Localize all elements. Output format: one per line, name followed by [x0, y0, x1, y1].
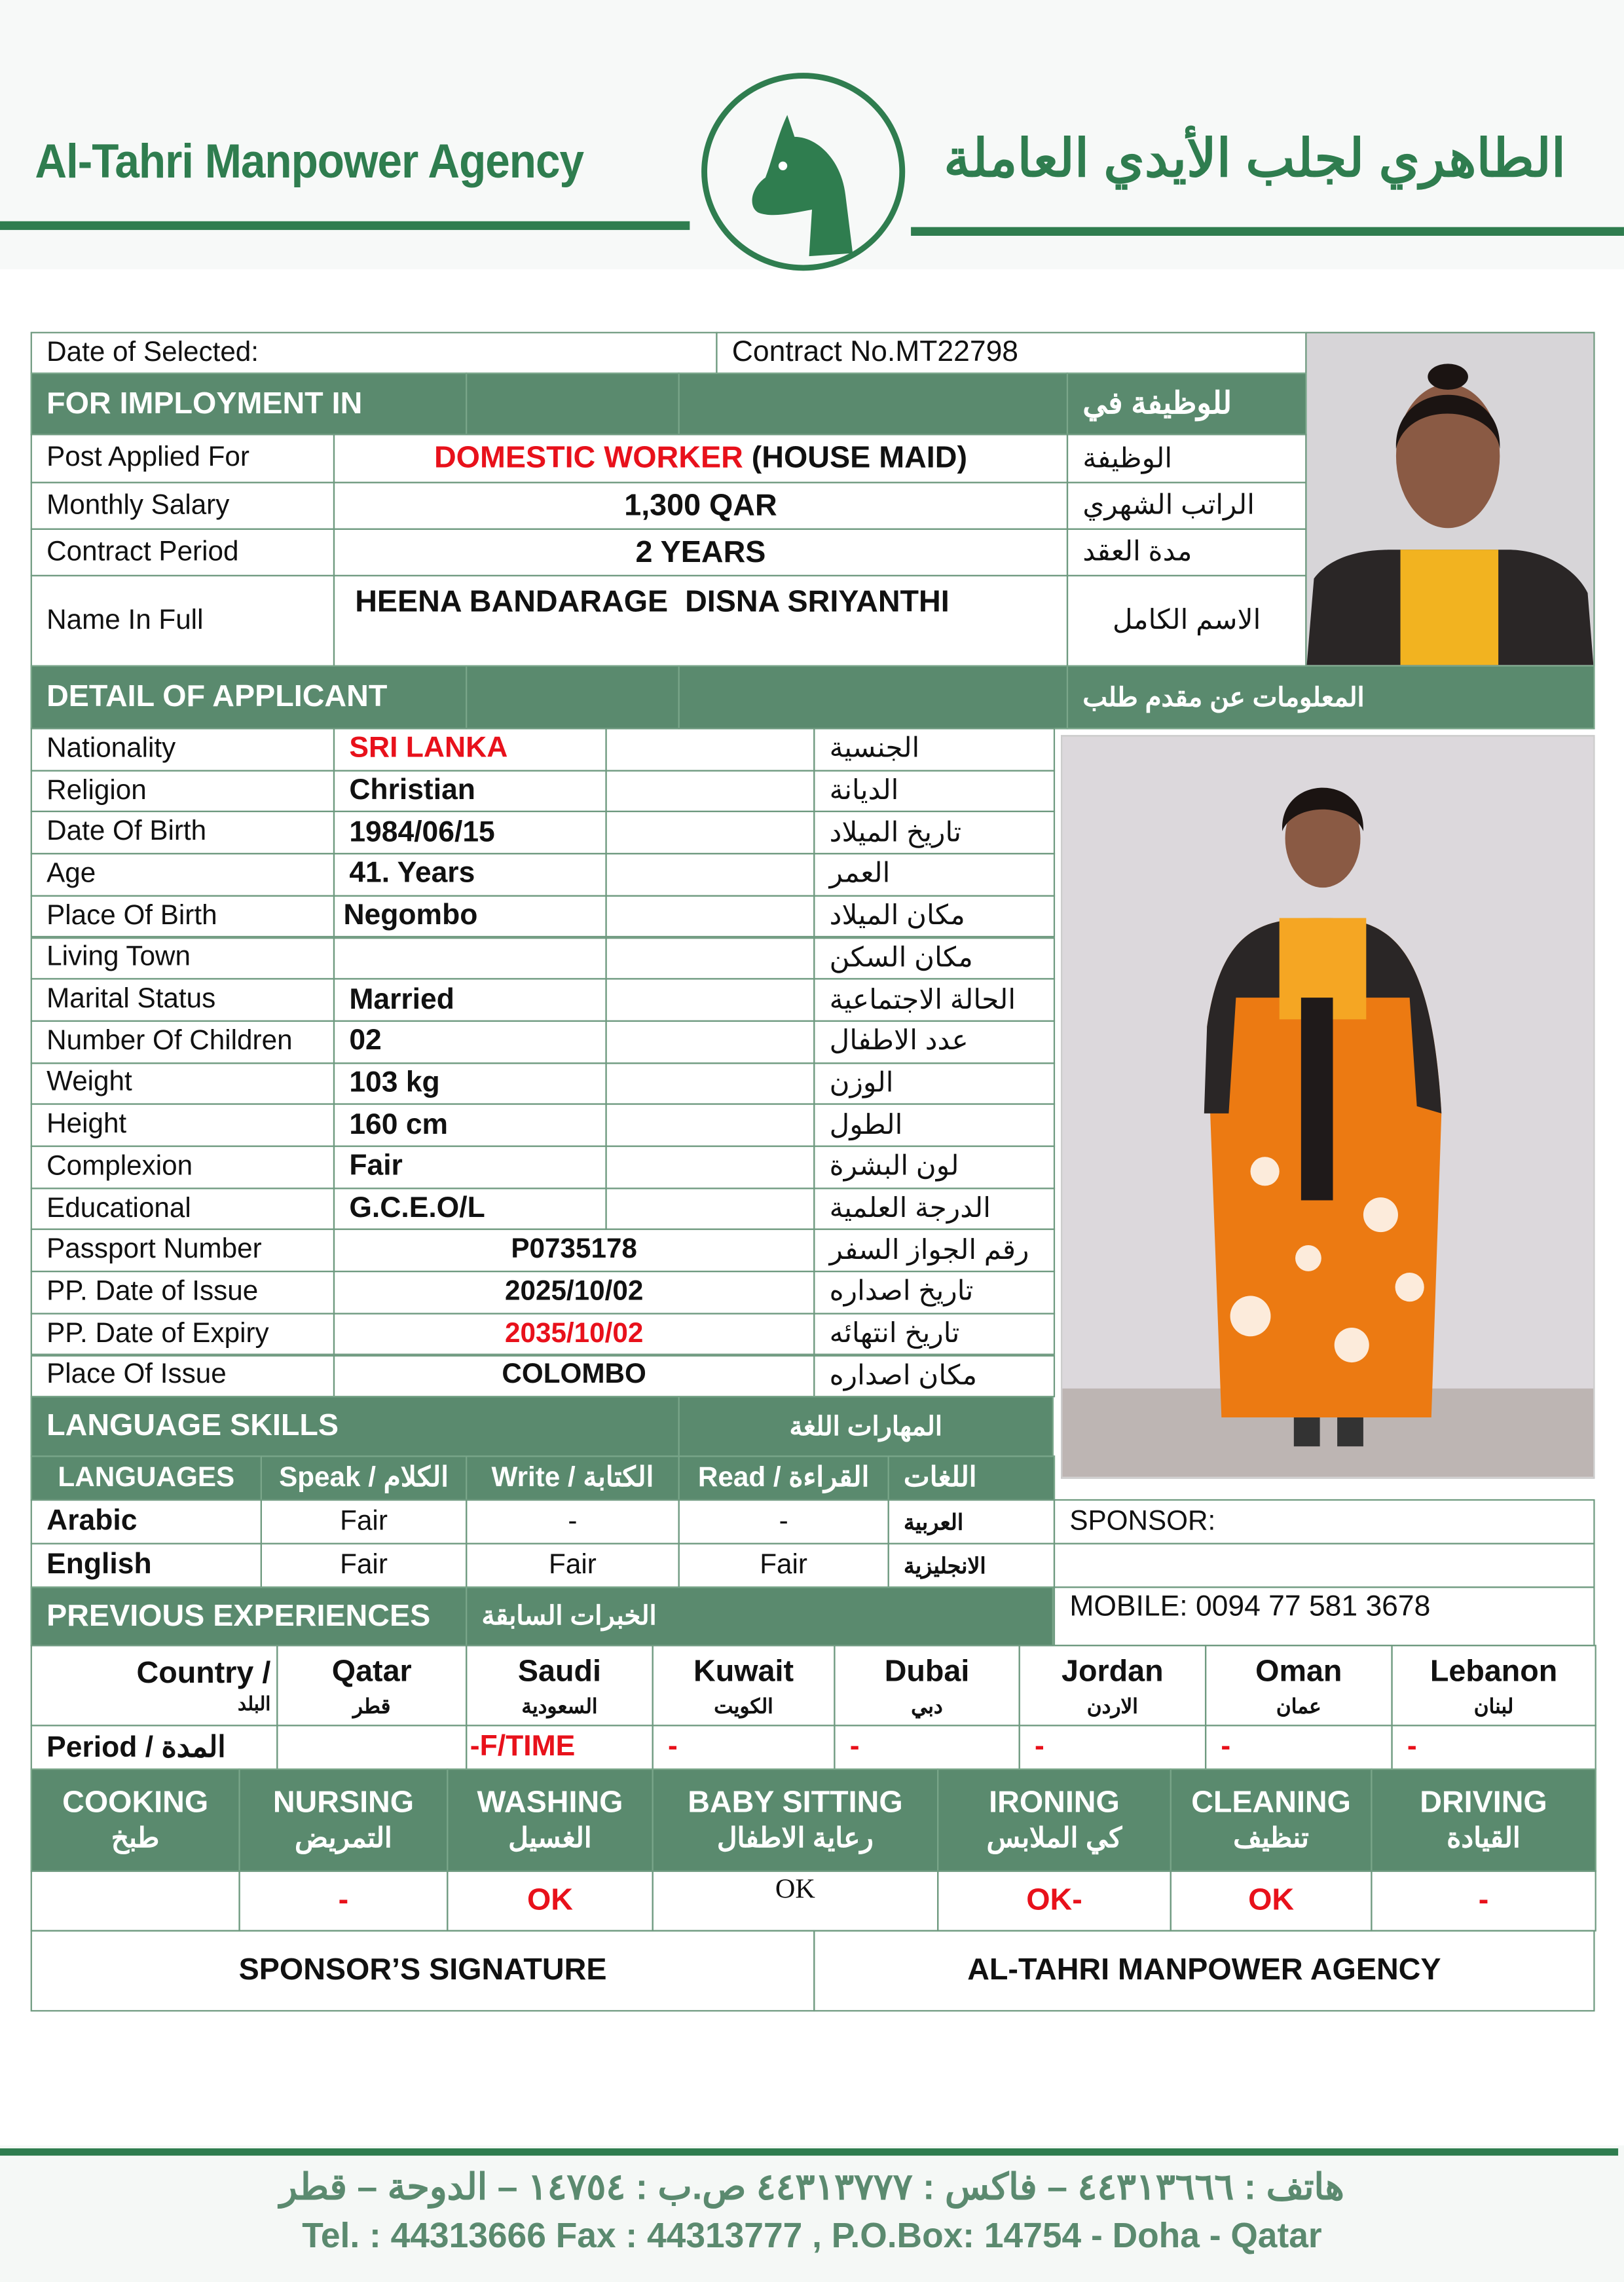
country-column — [1205, 1645, 1393, 1726]
skill-name: IRONING — [989, 1785, 1120, 1819]
country-name: Jordan — [1061, 1655, 1164, 1689]
language-header: Read / القراءة — [678, 1455, 889, 1501]
detail-label: Date Of Birth — [31, 812, 335, 855]
contract-number: Contract No.MT22798 — [716, 332, 1306, 374]
post-value — [333, 434, 1068, 483]
skill-value: OK — [447, 1871, 654, 1932]
language-speak: Fair — [261, 1499, 468, 1544]
post-value-detail: (HOUSE MAID) — [743, 441, 967, 475]
language-section-title: LANGUAGE SKILLS — [31, 1396, 680, 1457]
detail-label: Age — [31, 853, 335, 896]
detail-label-ar: الدرجة العلمية — [813, 1188, 1055, 1231]
detail-label-ar: الحالة الاجتماعية — [813, 979, 1055, 1022]
country-name-ar: عمان — [1276, 1693, 1321, 1717]
brand-name-ar: الطاهري لجلب الأيدي العاملة — [944, 128, 1566, 188]
country-period: -F/TIME — [466, 1725, 654, 1770]
detail-label-ar: تاريخ انتهائه — [813, 1313, 1055, 1356]
detail-blank — [605, 770, 815, 813]
detail-label: Living Town — [31, 937, 335, 980]
language-name: Arabic — [31, 1499, 262, 1544]
skill-name-ar: القيادة — [1447, 1823, 1521, 1854]
language-read: Fair — [678, 1543, 889, 1588]
detail-label: Number Of Children — [31, 1020, 335, 1064]
detail-value: P0735178 — [333, 1229, 815, 1272]
skill-header — [1371, 1768, 1596, 1872]
country-label-en: Country / — [136, 1656, 271, 1690]
skill-name-ar: تنظيف — [1233, 1823, 1309, 1854]
footer-contact-en: Tel. : 44313666 Fax : 44313777 , P.O.Box: 14754 - Doha - Qatar — [302, 2217, 1322, 2256]
detail-label: PP. Date of Issue — [31, 1271, 335, 1314]
detail-blank — [605, 895, 815, 938]
detail-value: 160 cm — [333, 1104, 607, 1147]
applicant-portrait-photo — [1305, 332, 1595, 667]
country-column — [1391, 1645, 1596, 1726]
salary-label-ar: الراتب الشهري — [1067, 482, 1307, 530]
country-period: - — [1019, 1725, 1207, 1770]
sponsor-signature-label: SPONSOR’S SIGNATURE — [31, 1930, 815, 2011]
detail-label-ar: مكان السكن — [813, 937, 1055, 980]
detail-label: Place Of Issue — [31, 1355, 335, 1398]
header-rule-right — [911, 227, 1624, 236]
skill-value — [31, 1871, 240, 1932]
detail-value: Christian — [333, 770, 607, 813]
footer-contact-ar: هاتف : ٤٤٣١٣٦٦٦ – فاكس : ٤٤٣١٣٧٧٧ ص.ب : ١٤٧٥٤ – الدوحة – قطر — [280, 2167, 1344, 2209]
language-header: اللغات — [888, 1455, 1056, 1501]
header-spacer — [678, 373, 1069, 436]
detail-label-ar: عدد الاطفال — [813, 1020, 1055, 1064]
skill-name-ar: طبخ — [111, 1823, 160, 1854]
detail-label: Place Of Birth — [31, 895, 335, 938]
skill-name-ar: الغسيل — [508, 1823, 592, 1854]
country-column — [652, 1645, 836, 1726]
experience-section-title-ar: الخبرات السابقة — [466, 1586, 1054, 1646]
post-label-ar: الوظيفة — [1067, 434, 1307, 483]
language-write: - — [466, 1499, 680, 1544]
country-period: - — [1391, 1725, 1596, 1770]
detail-value: G.C.E.O/L — [333, 1188, 607, 1231]
skill-name: COOKING — [62, 1785, 209, 1819]
skill-name: NURSING — [272, 1785, 415, 1819]
detail-value: 41. Years — [333, 853, 607, 896]
skill-name-ar: التمريض — [295, 1823, 392, 1854]
detail-blank — [605, 1020, 815, 1064]
country-name: Lebanon — [1430, 1655, 1558, 1689]
detail-label: Religion — [31, 770, 335, 813]
country-period: - — [1205, 1725, 1393, 1770]
contract-period-label: Contract Period — [31, 529, 335, 576]
detail-blank — [605, 812, 815, 855]
skill-name: WASHING — [477, 1785, 623, 1819]
country-column — [1019, 1645, 1207, 1726]
language-header: Write / الكتابة — [466, 1455, 680, 1501]
language-write: Fair — [466, 1543, 680, 1588]
country-name-ar: الكويت — [714, 1693, 773, 1717]
full-name-value: HEENA BANDARAGE DISNA SRIYANTHI — [333, 575, 1068, 667]
detail-label-ar: رقم الجواز السفر — [813, 1229, 1055, 1272]
detail-blank — [605, 1104, 815, 1147]
country-name-ar: دبي — [911, 1693, 943, 1717]
applicant-full-body-photo — [1061, 735, 1595, 1479]
country-period: - — [834, 1725, 1020, 1770]
detail-value — [333, 937, 607, 980]
detail-label-ar: الجنسية — [813, 728, 1055, 771]
full-name-label: Name In Full — [31, 575, 335, 667]
detail-section-title-ar: المعلومات عن مقدم طلب — [1067, 665, 1595, 730]
skill-name: BABY SITTING — [688, 1785, 903, 1819]
post-value-main: DOMESTIC WORKER — [434, 441, 743, 475]
header-rule-left — [0, 221, 690, 230]
country-column — [466, 1645, 654, 1726]
detail-value: 103 kg — [333, 1062, 607, 1105]
detail-label-ar: مكان الميلاد — [813, 895, 1055, 938]
employment-section-title-ar: للوظيفة في — [1067, 373, 1307, 436]
detail-label: Weight — [31, 1062, 335, 1105]
detail-label: Height — [31, 1104, 335, 1147]
language-read: - — [678, 1499, 889, 1544]
detail-value: 2025/10/02 — [333, 1271, 815, 1314]
detail-label-ar: الوزن — [813, 1062, 1055, 1105]
contract-period-value: 2 YEARS — [333, 529, 1068, 576]
detail-value: Fair — [333, 1146, 607, 1189]
language-header: LANGUAGES — [31, 1455, 262, 1501]
detail-value: 1984/06/15 — [333, 812, 607, 855]
horse-logo-icon — [701, 73, 905, 271]
detail-label-ar: العمر — [813, 853, 1055, 896]
employment-section-title: FOR IMPLOYMENT IN — [31, 373, 468, 436]
country-period — [276, 1725, 467, 1770]
full-name-label-ar: الاسم الكامل — [1067, 575, 1307, 667]
country-column — [276, 1645, 467, 1726]
post-label: Post Applied For — [31, 434, 335, 483]
detail-label-ar: لون البشرة — [813, 1146, 1055, 1189]
skill-header — [937, 1768, 1172, 1872]
sponsor-label: SPONSOR: — [1054, 1499, 1595, 1544]
skill-header — [652, 1768, 939, 1872]
sponsor-mobile: MOBILE: 0094 77 581 3678 — [1054, 1586, 1595, 1646]
skill-value: - — [1371, 1871, 1596, 1932]
language-name-ar: العربية — [888, 1499, 1056, 1544]
language-section-title-ar: المهارات اللغة — [678, 1396, 1054, 1457]
detail-blank — [605, 853, 815, 896]
detail-blank — [605, 1146, 815, 1189]
country-name-ar: الاردن — [1086, 1693, 1138, 1717]
detail-label: Nationality — [31, 728, 335, 771]
skill-value: OK — [1170, 1871, 1373, 1932]
detail-label: Passport Number — [31, 1229, 335, 1272]
header-spacer — [466, 373, 680, 436]
skill-header — [31, 1768, 240, 1872]
contract-period-label-ar: مدة العقد — [1067, 529, 1307, 576]
skill-name-ar: كي الملابس — [986, 1823, 1122, 1854]
sponsor-blank — [1054, 1543, 1595, 1588]
detail-value: Married — [333, 979, 607, 1022]
language-header: Speak / الكلام — [261, 1455, 468, 1501]
detail-label-ar: مكان اصداره — [813, 1355, 1055, 1398]
detail-label-ar: تاريخ اصداره — [813, 1271, 1055, 1314]
country-name-ar: السعودية — [521, 1693, 598, 1717]
detail-label: Marital Status — [31, 979, 335, 1022]
header-spacer — [678, 665, 1069, 730]
skill-name: CLEANING — [1191, 1785, 1351, 1819]
skill-value: - — [238, 1871, 448, 1932]
detail-label: Educational — [31, 1188, 335, 1231]
country-period: - — [652, 1725, 836, 1770]
detail-value: Negombo — [333, 895, 607, 938]
country-name: Saudi — [517, 1655, 601, 1689]
detail-blank — [605, 728, 815, 771]
detail-value: 02 — [333, 1020, 607, 1064]
detail-blank — [605, 1188, 815, 1231]
detail-label: PP. Date of Expiry — [31, 1313, 335, 1356]
detail-blank — [605, 937, 815, 980]
period-label: Period / المدة — [31, 1725, 278, 1770]
date-selected-label: Date of Selected: — [31, 332, 718, 374]
detail-blank — [605, 1062, 815, 1105]
detail-value: SRI LANKA — [333, 728, 607, 771]
country-name: Kuwait — [693, 1655, 794, 1689]
skill-header — [238, 1768, 448, 1872]
language-speak: Fair — [261, 1543, 468, 1588]
detail-label-ar: تاريخ الميلاد — [813, 812, 1055, 855]
salary-label: Monthly Salary — [31, 482, 335, 530]
detail-value: COLOMBO — [333, 1355, 815, 1398]
skill-header — [447, 1768, 654, 1872]
skill-header — [1170, 1768, 1373, 1872]
country-name-ar: لبنان — [1473, 1693, 1514, 1717]
detail-label-ar: الديانة — [813, 770, 1055, 813]
salary-value: 1,300 QAR — [333, 482, 1068, 530]
country-name: Oman — [1255, 1655, 1342, 1689]
footer-rule — [0, 2148, 1618, 2156]
country-name: Dubai — [884, 1655, 970, 1689]
skill-name-ar: رعاية الاطفال — [716, 1823, 874, 1854]
skill-value: OK — [652, 1871, 939, 1932]
agency-signature-label: AL-TAHRI MANPOWER AGENCY — [813, 1930, 1595, 2011]
header-spacer — [466, 665, 680, 730]
skill-value: OK- — [937, 1871, 1172, 1932]
detail-value: 2035/10/02 — [333, 1313, 815, 1356]
country-label — [31, 1645, 278, 1726]
country-name-ar: قطر — [352, 1693, 391, 1717]
detail-blank — [605, 979, 815, 1022]
country-label-ar: البلد — [238, 1693, 271, 1715]
detail-label: Complexion — [31, 1146, 335, 1189]
country-column — [834, 1645, 1020, 1726]
detail-label-ar: الطول — [813, 1104, 1055, 1147]
country-name: Qatar — [331, 1655, 412, 1689]
skill-name: DRIVING — [1420, 1785, 1547, 1819]
language-name-ar: الانجليزية — [888, 1543, 1056, 1588]
detail-section-title: DETAIL OF APPLICANT — [31, 665, 468, 730]
brand-name-en: Al-Tahri Manpower Agency — [35, 134, 583, 188]
experience-section-title: PREVIOUS EXPERIENCES — [31, 1586, 468, 1646]
language-name: English — [31, 1543, 262, 1588]
